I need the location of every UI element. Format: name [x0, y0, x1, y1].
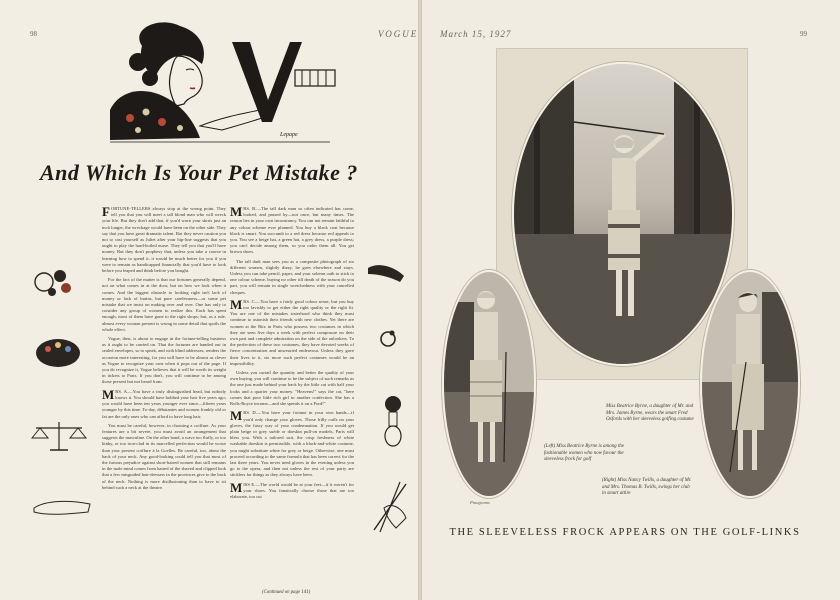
- paragraph: You must be careful, however, in choosing a coiffure. As your features are a bit severe, you must avoid an arrangement that suggests the masculine. On the other hand, a wave too fluffy, or too kinky, or too iron-clad in its marcelled perfection would be worse than your present coiffure à la Goelles. Be careful, too, about the back of your neck. Any good-looking could tell you that most of the furious prejudice against short-haired women that still remains in the male mind comes from hatred of the shaved and clipped look that a few misguided hair-dressers in the provinces give to the back of the neck. Nothing is more disillusioning than to have to sit behind such a neck at the theatre.: [102, 422, 227, 490]
- paragraph: MRS. B.—The tall dark man so often indicated has come, looked, and passed by—not once, but many times. The reason lies in your own inconstancy. You can not remain faithful to any colour scheme ever planned. You buy a black coat because black is smart. You succumb to a red dress because red appeals to you. You see a beige hat, a green hat, a grey dress, a purple dress; you can't decide among them, so you order them all. You get brown shoes.: [230, 204, 354, 255]
- caption-main: Miss Beatrice Byrne, a daughter of Mr. and Mrs. James Byrne, wears the smart Fred Oxfords with her sleeveless golfing costume: [606, 404, 694, 422]
- page-number-right: 99: [800, 30, 807, 38]
- paragraph: FORTUNE-TELLERS always stop at the wrong point. They tell you that you will meet a tall blond man who will wreck your life. But they don't add that, if you'd worn your skirts just an inch longer, the wreckage would have been on the other side. They say that you have great dramatic talent. But they never caution you not to cast yourself as Juliet after your hip-line suggests that you ought to play the hard-boiled nurse. They tell you that you'll have money. But they don't prophesy that, unless you take a course in learning how to spend it, it would be much better for you if you were to remain as handicapped financially that you'd have to look before you leaped and think before you bought.: [102, 204, 226, 274]
- caption-left: (Left) Miss Beatrice Byrne is among the fashionable women who now favour the sleeveless frock for golf: [544, 444, 624, 462]
- paragraph: MRS. A.—You have a truly distinguished head, but nobody knows it. You should have bobbed your hair five years ago; you would have been ten years younger ever since—fifteen years younger by this time. To-day, débutantes and women frankly old or fat are the only ones who can afford to have long hair.: [102, 386, 226, 419]
- paragraph: Unless you curtail the quantity and better the quality of your own buying, you will continue to be the subject of such remarks as the one just made behind your back by the little cat with half your looks and a quarter your money. "Heavens!" says the cat, "here comes that poor little rich girl in another confection. She has a Rolls-Royce income—and she spends it on a Ford!": [230, 370, 354, 407]
- paragraph: MISS E.—The world would be at your feet—if it weren't for your shoes. You fanatically choose those that are too elaborate, too cut: [230, 479, 354, 499]
- shoe-icon: [364, 258, 408, 288]
- illustration-signature: Lepape: [280, 132, 298, 138]
- palette-icon: [32, 335, 84, 371]
- article-title: And Which Is Your Pet Mistake ?: [40, 160, 358, 185]
- ring-icon: [376, 326, 400, 350]
- header-magazine: VOGUE: [378, 29, 419, 39]
- gloves-icon: [30, 494, 94, 520]
- article-column-1: [102, 206, 226, 494]
- paragraph: The tall dark man sees you as a composite photograph of six different women, slightly dizzy, he goes elsewhere and stays. Unless you can take pencil, paper, and your solemn oath to stick to one colour scheme, buying no other till death of the season do you part, you will remain in single wretchedness with your cancelled cheques.: [230, 258, 354, 295]
- perfume-bottle-icon: [380, 392, 406, 452]
- left-page: [0, 0, 418, 600]
- header-date: March 15, 1927: [440, 29, 512, 39]
- continued-note: (Continued on page 141): [262, 590, 311, 595]
- article-column-2: [230, 206, 354, 503]
- photo-credit: Pinugrams: [470, 500, 490, 505]
- photo-golfer-right: [700, 270, 800, 498]
- caption-right: (Right) Miss Nancy Twills, a daughter of Mr. and Mrs. Thomas B. Twills, swings her club in smart attire: [602, 478, 692, 496]
- paragraph: MRS. D.—You have your fortune in your own hands—if you'd only change your gloves. Those frilly cuffs on your gloves, the fussy way of your condemnation. If you would get plain beige or grey suède or doeskin pull-on models, Paris will bless you. With a tailored suit, the crisp freshness of white washable doeskin is permissible, with a black-and-white costume, you might substitute white for grey or beige. Otherwise, one must proceed according to the same formula that has been correct for the last three years. You never need gloves in the evening unless you go to the opera, and then not unless the rest of your party are sticklers for things as they always have been.: [230, 408, 354, 478]
- jewelry-icon: [30, 262, 80, 302]
- photo-golfer-left: [442, 270, 536, 498]
- page-headline: THE SLEEVELESS FROCK APPEARS ON THE GOLF-LINKS: [449, 527, 801, 538]
- paragraph: For the fact of the matter is that our fortunes generally depend, not on what comes in at the door, but on how we look when it comes. And the biggest obstacle to looking right isn't lack of money or lack of brains, but pure carelessness—or some pet mistake that we insist on making over and over. One has only to consider any group of women to realize this. Each has spent enough; most of them have gone to the right shops; but, as a rule, almost every woman present is wrong in some detail that spoils the whole effect.: [102, 277, 226, 332]
- photo-golfer-swing: [512, 62, 734, 366]
- paragraph: MRS. C.—You have a fairly good colour sense, but you buy too lavishly to get either the right quality or the right fit. You are one of the mistakes sisterhood who think they must continue to astonish their friends with new clothes. Yet there are women at the Ritz in Paris who possess two costumes in which they are seen five days a week with perfect composure on their own part and complete admiration on the side of the onlookers. To the perfection of these two costumes, they have devoted weeks of fierce concentration and unwearied endeavour. Unless they gave their lives to it, six more such perfect costumes would be an impossibility.: [230, 296, 354, 366]
- paragraph: Vogue, then, is about to engage in the fortune-telling business as it ought to be carried on. That the fortunes are handed out in sealed envelopes, so to speak, and with blind addresses, renders the occasion more interesting, for you will have to be almost as clever as Vogue to recognize your own when it pops out of the page. If you do recognize it, Vogue believes that it will be worth its weight in tickets to Paris. If you don't, you will continue to be among those present but not heard from.: [102, 336, 226, 385]
- scales-icon: [28, 418, 90, 454]
- golf-bag-icon: [366, 478, 414, 536]
- page-number-left: 98: [30, 30, 37, 38]
- header-illustration: [90, 18, 350, 148]
